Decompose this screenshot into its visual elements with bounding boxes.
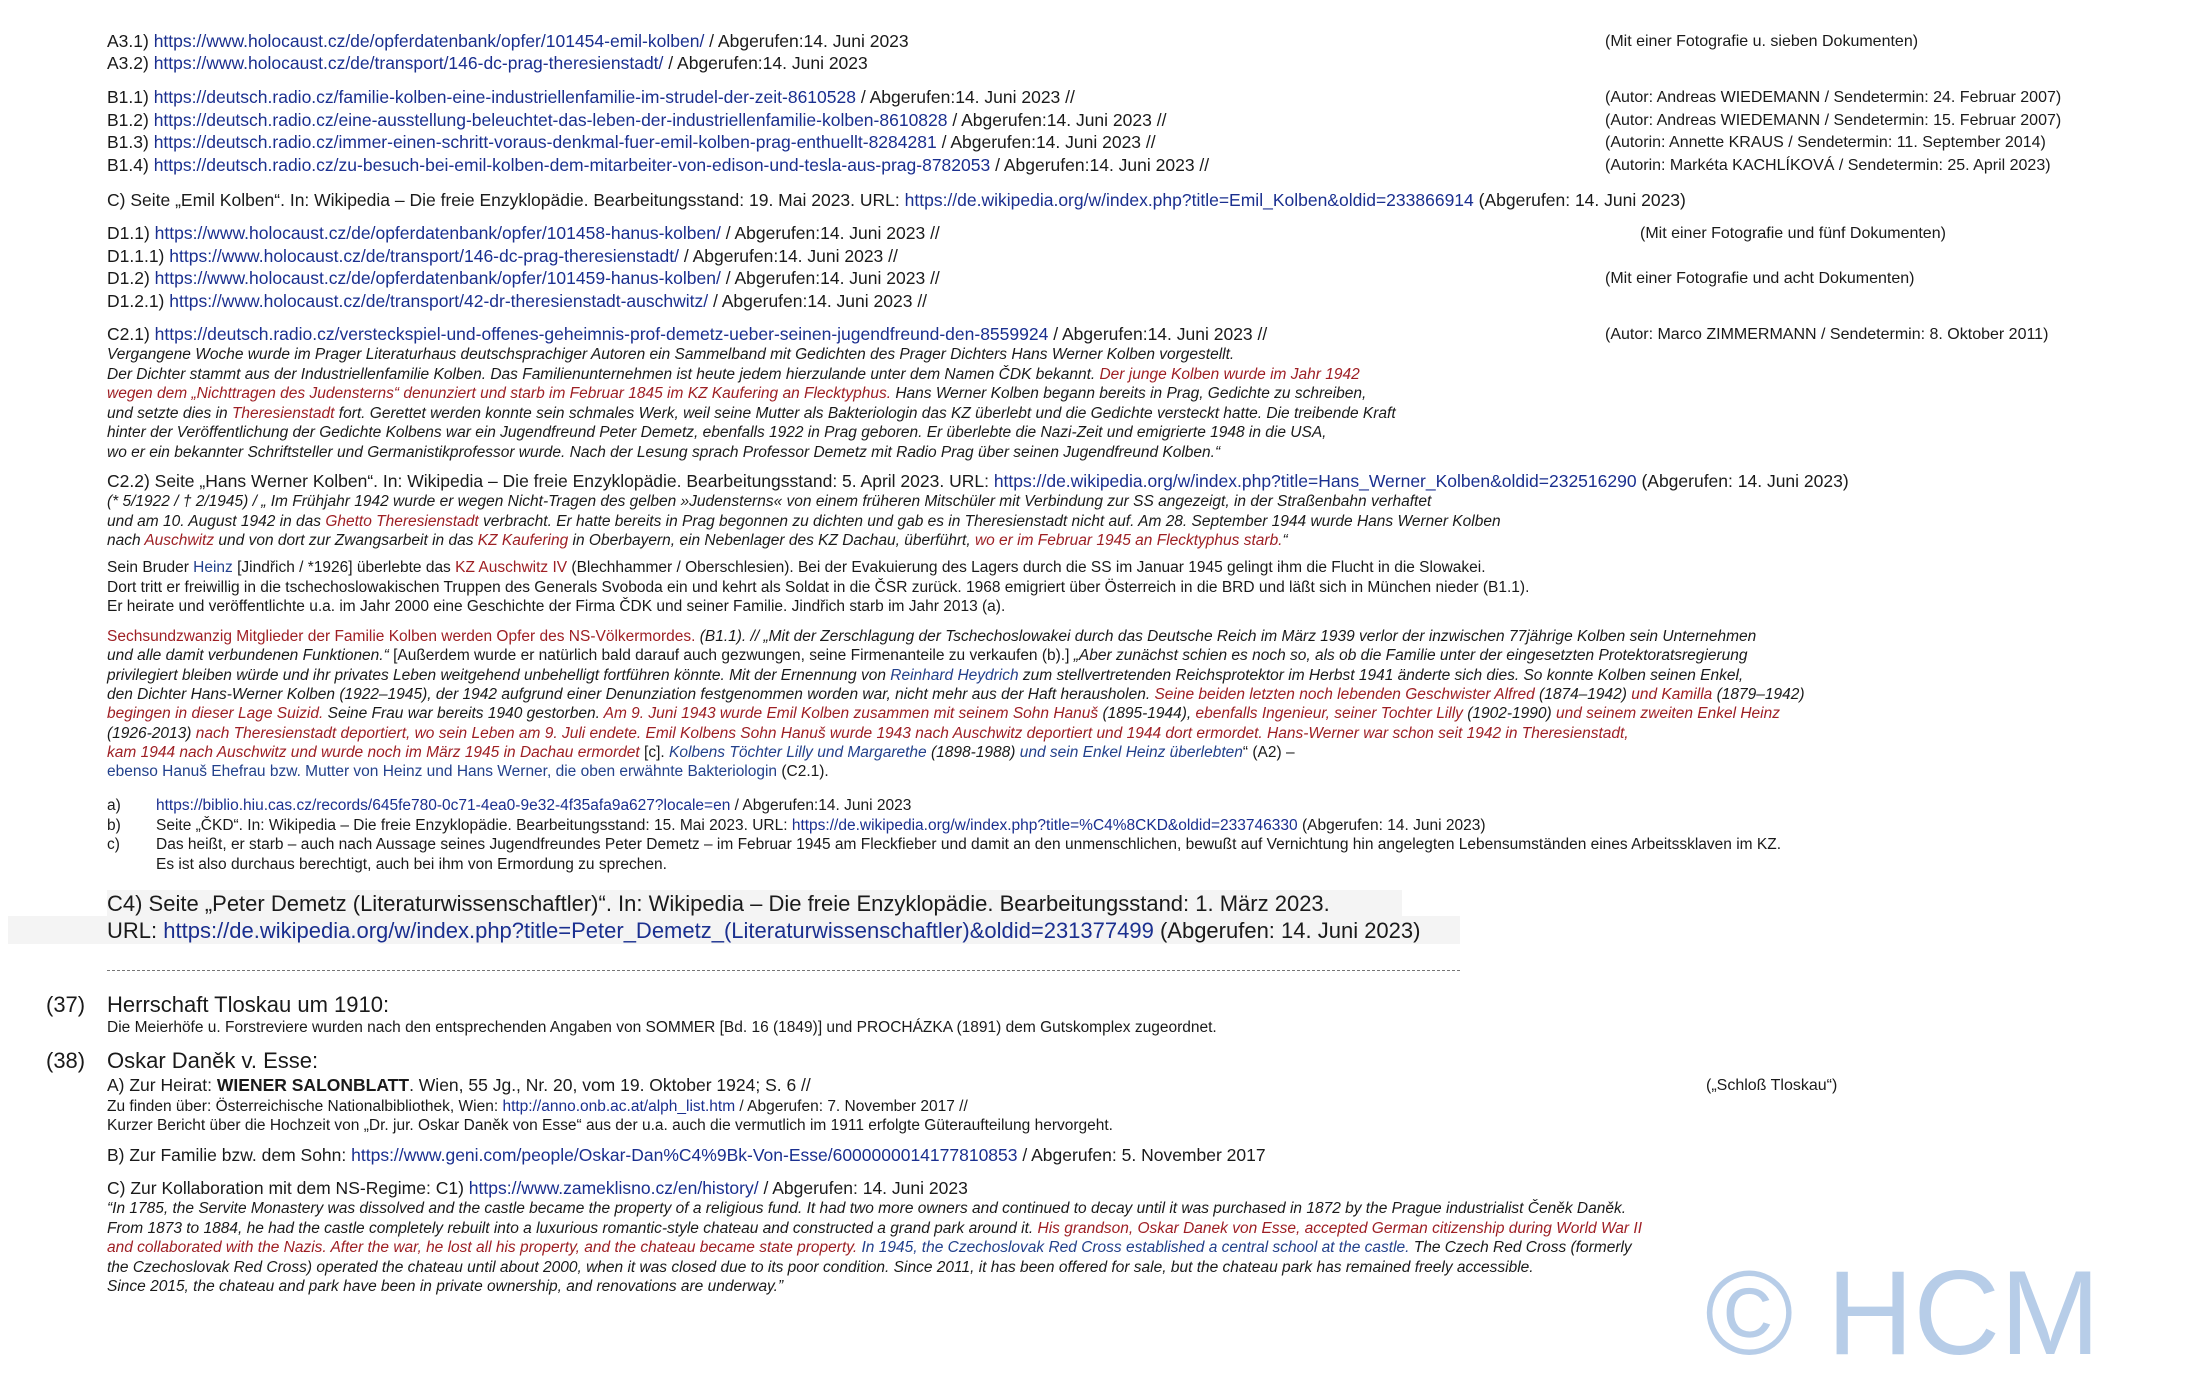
ref-d1-2: D1.2) https://www.holocaust.cz/de/opferdatenbank/opfer/101459-hanus-kolben/ / Abgerufen:14. Juni 2023 // — [107, 268, 940, 288]
text-segment: KZ Auschwitz IV — [455, 559, 568, 576]
text-segment: kam 1944 nach Auschwitz und wurde noch im März 1945 in Dachau ermordet — [107, 743, 640, 761]
text-segment: (1926-2013) — [107, 724, 196, 742]
text-segment: Vergangene Woche wurde im Prager Literaturhaus deutschsprachiger Autoren ein Sammelband mit Gedichten des Prager Dichters Hans Werner Kolben vorgestellt. — [107, 346, 1235, 363]
ref-link[interactable]: https://deutsch.radio.cz/versteckspiel-und-offenes-geheimnis-prof-demetz-ueber-seinen-jugendfreund-den-8559924 — [154, 324, 1049, 344]
text-segment: the Czechoslovak Red Cross) operated the chateau until about 2000, when it was closed due to its poor condition. Since 2011, it has been offered for sale, but the chateau park has remained freely accessible. — [107, 1258, 1534, 1276]
text-segment: nach Theresienstadt deportiert, wo sein Leben am 9. Juli endete. Emil Kolbens Sohn Hanuš wurde 1943 nach Auschwitz deportiert und 1944 dort ermordet. Hans-Werner war schon seit 1942 in Theresienstadt, — [195, 724, 1629, 742]
text-line — [107, 743, 1295, 763]
text-segment: und alle damit verbundenen Funktionen.“ — [107, 647, 394, 665]
note-b1-3: (Autorin: Annette KRAUS / Sendetermin: 11. September 2014) — [1605, 134, 2046, 151]
text-line — [107, 1258, 1534, 1278]
ref-link[interactable]: https://www.geni.com/people/Oskar-Dan%C4%9Bk-Von-Esse/6000000014177810853 — [351, 1145, 1018, 1165]
text-line — [107, 423, 1326, 443]
footnote-link[interactable]: https://de.wikipedia.org/w/index.php?title=%C4%8CKD&oldid=233746330 — [791, 816, 1298, 834]
text-segment: / Abgerufen:14. Juni 2023 — [730, 797, 912, 814]
text-segment: (1898-1988) — [926, 743, 1020, 761]
text-segment: Der Dichter stammt aus der Industriellenfamilie Kolben. Das Familienunternehmen ist heute jedem hierzulande unter dem Namen ČDK bekannt. — [107, 365, 1100, 383]
text-segment: “In 1785, the Servite Monastery was dissolved and the castle became the property of a religious fund. It had two more owners and continued to decay until it was purchased in 1872 by the Prague industrialist Čeněk Daněk. — [107, 1200, 1627, 1217]
text-line — [107, 597, 1005, 617]
text-line — [107, 646, 1748, 666]
text-line — [107, 704, 1780, 724]
ref-b1-4: B1.4) https://deutsch.radio.cz/zu-besuch-bei-emil-kolben-dem-mitarbeiter-von-edison-und-tesla-aus-prag-8782053 / Abgerufen:14. Juni 2023 // — [107, 155, 1210, 175]
ref-a3-2: A3.2) https://www.holocaust.cz/de/transport/146-dc-prag-theresienstadt/ / Abgerufen:14. Juni 2023 — [107, 53, 868, 73]
ref-link[interactable]: https://www.zameklisno.cz/en/history/ — [468, 1178, 759, 1198]
text-segment: nach — [107, 532, 145, 549]
text-segment: Seine Frau war bereits 1940 gestorben. — [323, 705, 604, 723]
text-segment: [c]. — [639, 743, 670, 761]
text-line — [107, 666, 1743, 686]
footnote-text — [156, 835, 1781, 855]
text-segment: [Außerdem wurde er natürlich bald darauf auch gezwungen, seine Firmenanteile zu verkaufen (b).] — [393, 647, 1074, 665]
ref-38-c: C) Zur Kollaboration mit dem NS-Regime: C1) https://www.zameklisno.cz/en/history/ / Abgerufen: 14. Juni 2023 — [107, 1178, 968, 1198]
text-segment: „Aber zunächst schien es noch so, als ob die Familie unter der eingesetzten Protektoratsregierung — [1073, 647, 1748, 665]
text-segment: Auschwitz — [144, 532, 215, 549]
ref-c: C) Seite „Emil Kolben“. In: Wikipedia – Die freie Enzyklopädie. Bearbeitungsstand: 19. Mai 2023. URL: https://de.wikipedia.org/w/index.php?title=Emil_Kolben&oldid=233866914 (Abgerufen: 14. Juni 2023) — [107, 190, 1686, 210]
text-segment: Der junge Kolben wurde im Jahr 1942 — [1099, 365, 1360, 383]
footnote-text — [156, 816, 1486, 836]
text-segment: und am 10. August 1942 in das — [107, 512, 326, 530]
text-segment: (1902-1990) — [1462, 705, 1556, 723]
text-segment: Since 2015, the chateau and park have been in private ownership, and renovations are underway.” — [107, 1278, 784, 1295]
text-segment: Seite „ČKD“. In: Wikipedia – Die freie Enzyklopädie. Bearbeitungsstand: 15. Mai 2023. URL: — [156, 816, 792, 834]
text-line — [107, 1238, 1632, 1258]
text-segment: Dort tritt er freiwillig in die tschechoslowakischen Truppen des Generals Svoboda ein und kehrt als Soldat in die ČSR zurück. 1968 emigriert über Österreich in die BRD und läßt sich in München nieder (B1.1). — [107, 578, 1530, 596]
text-segment: wegen dem „Nichttragen des Judensterns“ denunziert und starb im Februar 1845 im KZ Kaufering an Flecktyphus. — [107, 385, 892, 402]
text-segment: KZ Kaufering — [477, 532, 569, 549]
text-segment: Er heirate und veröffentlichte u.a. im Jahr 2000 eine Geschichte der Firma ČDK und seiner Familie. Jindřich starb im Jahr 2013 (a). — [107, 598, 1006, 615]
text-line — [107, 404, 1396, 424]
text-line — [107, 724, 1629, 744]
text-segment: Hans Werner Kolben begann bereits in Prag, Gedichte zu schreiben, — [891, 385, 1367, 402]
text-segment: Reinhard Heydrich — [890, 666, 1019, 684]
ref-link[interactable]: https://www.holocaust.cz/de/opferdatenbank/opfer/101459-hanus-kolben/ — [154, 268, 721, 288]
text-segment: den Dichter Hans-Werner Kolben (1922–1945), der 1942 aufgrund einer Denunziation festgenommen worden war, nicht mehr aus der Haft herausholen. — [107, 685, 1155, 703]
note-c2-1: (Autor: Marco ZIMMERMANN / Sendetermin: 8. Oktober 2011) — [1605, 326, 2049, 343]
text-segment: From 1873 to 1884, he had the castle completely rebuilt into a luxurious romantic-style chateau and constructed a grand park around it. — [107, 1219, 1038, 1237]
text-segment: wo er im Februar 1945 an Flecktyphus starb. — [974, 532, 1283, 549]
note-b1-2: (Autor: Andreas WIEDEMANN / Sendetermin: 15. Februar 2007) — [1605, 112, 2062, 129]
note-d1: (Mit einer Fotografie und fünf Dokumenten) — [1640, 225, 1946, 242]
ref-link[interactable]: https://www.holocaust.cz/de/transport/42-dr-theresienstadt-auschwitz/ — [169, 291, 709, 311]
text-segment: und seinem zweiten Enkel Heinz — [1555, 705, 1780, 723]
footnote-key: a) — [107, 797, 121, 814]
ref-a3-1: A3.1) https://www.holocaust.cz/de/opferdatenbank/opfer/101454-emil-kolben/ / Abgerufen:14. Juni 2023 — [107, 31, 909, 51]
ref-link[interactable]: https://www.holocaust.cz/de/opferdatenbank/opfer/101458-hanus-kolben/ — [154, 223, 721, 243]
text-segment: und sein Enkel Heinz überlebten — [1019, 743, 1243, 761]
text-segment: (1879–1942) — [1712, 685, 1805, 703]
text-segment: (B1.1). // „Mit der Zerschlagung der Tschechoslowakei durch das Deutsche Reich im März 1939 verlor der inzwischen 77jährige Kolben sein Unternehmen — [695, 628, 1757, 645]
footnote-link[interactable]: https://biblio.hiu.cas.cz/records/645fe780-0c71-4ea0-9e32-4f35afa9a627?locale=en — [156, 797, 731, 814]
text-line — [107, 627, 1756, 647]
text-line — [107, 762, 829, 782]
ref-link[interactable]: https://de.wikipedia.org/w/index.php?title=Hans_Werner_Kolben&oldid=232516290 — [993, 471, 1637, 491]
ref-d1-1: D1.1) https://www.holocaust.cz/de/opferdatenbank/opfer/101458-hanus-kolben/ / Abgerufen:14. Juni 2023 // — [107, 223, 940, 243]
ref-b1-2: B1.2) https://deutsch.radio.cz/eine-ausstellung-beleuchtet-das-leben-der-industriellenfamilie-kolben-8610828 / Abgerufen:14. Juni 2023 // — [107, 110, 1167, 130]
note-38-a: („Schloß Tloskau“) — [1706, 1077, 1838, 1094]
ref-38-a2: Zu finden über: Österreichische Nationalbibliothek, Wien: http://anno.onb.ac.at/alph_list.htm / Abgerufen: 7. November 2017 // — [107, 1098, 968, 1115]
ref-link[interactable]: https://deutsch.radio.cz/familie-kolben-eine-industriellenfamilie-im-strudel-der-zeit-8610528 — [153, 87, 856, 107]
text-segment: Ghetto Theresienstadt — [325, 512, 479, 530]
divider — [107, 970, 1460, 971]
footnote-text — [156, 796, 911, 816]
ref-38-b: B) Zur Familie bzw. dem Sohn: https://www.geni.com/people/Oskar-Dan%C4%9Bk-Von-Esse/6000000014177810853 / Abgerufen: 5. November 2017 — [107, 1145, 1266, 1165]
ref-link[interactable]: https://www.holocaust.cz/de/transport/146-dc-prag-theresienstadt/ — [169, 246, 679, 266]
footnote-key: b) — [107, 816, 121, 834]
note-d2: (Mit einer Fotografie und acht Dokumenten) — [1605, 270, 1915, 287]
ref-link[interactable]: https://deutsch.radio.cz/zu-besuch-bei-emil-kolben-dem-mitarbeiter-von-edison-und-tesla-aus-prag-8782053 — [153, 155, 991, 175]
text-segment: Kolbens Töchter Lilly und Margarethe — [669, 743, 927, 761]
ref-link[interactable]: http://anno.onb.ac.at/alph_list.htm — [502, 1098, 736, 1115]
ref-link[interactable]: https://www.holocaust.cz/de/transport/146-dc-prag-theresienstadt/ — [153, 53, 664, 73]
text-line — [107, 492, 1431, 512]
text-line — [107, 1277, 783, 1297]
text-segment: Seine beiden letzten noch lebenden Geschwister Alfred — [1154, 685, 1535, 703]
ref-c4: C4) Seite „Peter Demetz (Literaturwissenschaftler)“. In: Wikipedia – Die freie Enzyklopädie. Bearbeitungsstand: 1. März 2023. — [107, 891, 1330, 916]
text-line — [107, 443, 1220, 463]
text-segment: wo er ein bekannter Schriftsteller und Germanistikprofessor wurde. Nach der Lesung sprach Professor Demetz mit Radio Prag über seinen Jugendfreund Kolben.“ — [107, 443, 1221, 461]
text-segment: The Czech Red Cross (formerly — [1409, 1239, 1632, 1256]
watermark: © HCM — [1705, 1246, 2101, 1380]
text-line — [107, 1199, 1626, 1219]
text-segment: Das heißt, er starb – auch nach Aussage seines Jugendfreundes Peter Demetz – im Februar 1945 am Fleckfieber und damit an den unmenschlichen, bewußt auf Vernichtung hin angelegten Lebensumständen eines Arbeitssklaven im KZ. — [156, 836, 1782, 853]
footnote-text — [156, 855, 667, 875]
text-segment: (1895-1944), — [1098, 705, 1196, 723]
text-segment: (C2.1). — [777, 763, 829, 781]
text-segment: “ (A2) – — [1242, 743, 1295, 761]
ref-b1-1: B1.1) https://deutsch.radio.cz/familie-kolben-eine-industriellenfamilie-im-strudel-der-zeit-8610528 / Abgerufen:14. Juni 2023 // — [107, 87, 1075, 107]
ref-c2-2: C2.2) Seite „Hans Werner Kolben“. In: Wikipedia – Die freie Enzyklopädie. Bearbeitungsstand: 5. April 2023. URL: https://de.wikipedia.org/w/index.php?title=Hans_Werner_Kolben&oldid=232516290 (Abgerufen: 14. Juni 2023) — [107, 471, 1849, 491]
text-segment: hinter der Veröffentlichung der Gedichte Kolbens war ein Jugendfreund Peter Demetz, ebenfalls 1922 in Prag geboren. Er überlebte die Nazi-Zeit und emigrierte 1948 in die USA, — [107, 424, 1327, 441]
text-segment: und Kamilla — [1631, 685, 1713, 703]
text-segment: (Blechhammer / Oberschlesien). Bei der Evakuierung des Lagers durch die SS im Januar 1945 gelingt ihm die Flucht in die Slowakei. — [567, 559, 1486, 576]
text-segment: begingen in dieser Lage Suizid. — [107, 705, 324, 723]
footnote-key: c) — [107, 836, 120, 853]
text-segment: und setzte dies in — [107, 404, 232, 422]
section-title: Herrschaft Tloskau um 1910: — [107, 992, 390, 1017]
text-line — [107, 685, 1804, 705]
text-line — [107, 558, 1486, 578]
text-segment: und von dort zur Zwangsarbeit in das — [214, 532, 478, 549]
text-line — [107, 578, 1529, 598]
text-segment: Theresienstadt — [231, 404, 335, 422]
text-segment: (Abgerufen: 14. Juni 2023) — [1297, 816, 1486, 834]
ref-link[interactable]: https://de.wikipedia.org/w/index.php?title=Emil_Kolben&oldid=233866914 — [904, 190, 1474, 210]
text-segment: Am 9. Juni 1943 wurde Emil Kolben zusammen mit seinem Sohn Hanuš — [603, 705, 1099, 723]
text-segment: [Jindřich / *1926] überlebte das — [232, 559, 456, 576]
text-line — [107, 531, 1288, 551]
text-segment: (* 5/1922 / † 2/1945) / „ Im Frühjahr 1942 wurde er wegen Nicht-Tragen des gelben »Judensterns« von einem früheren Mitschüler mit Verbindung zur SS angezeigt, in der Straßenbahn verhaftet — [107, 493, 1432, 510]
ref-link[interactable]: https://www.holocaust.cz/de/opferdatenbank/opfer/101454-emil-kolben/ — [153, 31, 705, 51]
text-segment: and collaborated with the Nazis. After the war, he lost all his property, and the chateau became state property. — [107, 1239, 858, 1256]
note-b1-4: (Autorin: Markéta KACHLÍKOVÁ / Sendetermin: 25. April 2023) — [1605, 157, 2051, 174]
text-segment: zum stellvertretenden Reichsprotektor im Herbst 1941 änderte sich dies. So konnte Kolben seinen Enkel, — [1018, 666, 1744, 684]
text-segment: His grandson, Oskar Danek von Esse, accepted German citizenship during World War II — [1037, 1219, 1643, 1237]
text-segment: Sechsundzwanzig Mitglieder der Familie Kolben werden Opfer des NS-Völkermordes. — [107, 628, 696, 645]
ref-d1-2-1: D1.2.1) https://www.holocaust.cz/de/transport/42-dr-theresienstadt-auschwitz/ / Abgerufen:14. Juni 2023 // — [107, 291, 928, 311]
text-segment: Heinz — [193, 559, 233, 576]
text-segment: Es ist also durchaus berechtigt, auch bei ihm von Ermordung zu sprechen. — [156, 855, 667, 873]
text-line — [107, 1219, 1642, 1239]
text-segment: In 1945, the Czechoslovak Red Cross established a central school at the castle. — [857, 1239, 1410, 1256]
ref-38-a: A) Zur Heirat: WIENER SALONBLATT. Wien, 55 Jg., Nr. 20, vom 19. Oktober 1924; S. 6 // — [107, 1075, 811, 1095]
text-line — [107, 345, 1234, 365]
text-segment: weil seine Mutter als Bakteriologin das KZ überlebt und die Gedichte versteckt hatte — [683, 404, 1258, 422]
note-a: (Mit einer Fotografie u. sieben Dokumenten) — [1605, 33, 1919, 50]
ref-b1-3: B1.3) https://deutsch.radio.cz/immer-einen-schritt-voraus-denkmal-fuer-emil-kolben-prag-enthuellt-8284281 / Abgerufen:14. Juni 2023 // — [107, 132, 1156, 152]
ref-c2-1: C2.1) https://deutsch.radio.cz/versteckspiel-und-offenes-geheimnis-prof-demetz-ueber-seinen-jugendfreund-den-8559924 / Abgerufen:14. Juni 2023 // — [107, 324, 1268, 344]
section-text: Die Meierhöfe u. Forstreviere wurden nach den entsprechenden Angaben von SOMMER [Bd. 16 (1849)] und PROCHÁZKA (1891) dem Gutskomplex zugeordnet. — [107, 1019, 1217, 1036]
text-segment: ebenso Hanuš Ehefrau bzw. Mutter von Heinz und Hans Werner, die oben erwähnte Bakteriologin — [107, 763, 778, 781]
text-line — [107, 365, 1360, 385]
ref-38-a3: Kurzer Bericht über die Hochzeit von „Dr. jur. Oskar Daněk von Esse“ aus der u.a. auch die vermutlich im 1911 erfolgte Güteraufteilung hervorgeht. — [107, 1117, 1113, 1134]
text-segment: in Oberbayern, ein Nebenlager des KZ Dachau, überführt, — [568, 532, 975, 549]
text-line — [107, 384, 1366, 404]
text-segment: (1874–1942) — [1534, 685, 1632, 703]
ref-link[interactable]: https://deutsch.radio.cz/immer-einen-schritt-voraus-denkmal-fuer-emil-kolben-prag-enthuellt-8284281 — [153, 132, 937, 152]
text-segment: . Die treibende Kraft — [1257, 404, 1396, 422]
section-number: (37) — [46, 992, 86, 1017]
ref-c4-url: URL: https://de.wikipedia.org/w/index.php?title=Peter_Demetz_(Literaturwissenschaftler)&oldid=231377499 (Abgerufen: 14. Juni 2023) — [107, 918, 1421, 943]
text-segment: “ — [1282, 532, 1288, 549]
ref-d1-1-1: D1.1.1) https://www.holocaust.cz/de/transport/146-dc-prag-theresienstadt/ / Abgerufen:14. Juni 2023 // — [107, 246, 898, 266]
ref-link[interactable]: https://deutsch.radio.cz/eine-ausstellung-beleuchtet-das-leben-der-industriellenfamilie-kolben-8610828 — [153, 110, 948, 130]
note-b1-1: (Autor: Andreas WIEDEMANN / Sendetermin: 24. Februar 2007) — [1605, 89, 2062, 106]
section-title: Oskar Daněk v. Esse: — [107, 1048, 319, 1073]
text-segment: ebenfalls Ingenieur, seiner Tochter Lilly — [1195, 705, 1463, 723]
text-segment: fort. Gerettet werden konnte sein schmales Werk, — [334, 404, 684, 422]
text-segment: Sein Bruder — [107, 559, 194, 576]
text-line — [107, 512, 1501, 532]
ref-link[interactable]: https://de.wikipedia.org/w/index.php?title=Peter_Demetz_(Literaturwissenschaftler)&oldid=231377499 — [163, 918, 1154, 943]
text-segment: privilegiert bleiben würde und ihr privates Leben weitgehend unbehelligt fortführen könnte. Mit der Ernennung von — [107, 666, 891, 684]
text-segment: verbracht. Er hatte bereits in Prag begonnen zu dichten und gab es in Theresienstadt nicht auf. Am 28. September 1944 wurde Hans Werner Kolben — [478, 512, 1501, 530]
section-number: (38) — [46, 1048, 86, 1073]
